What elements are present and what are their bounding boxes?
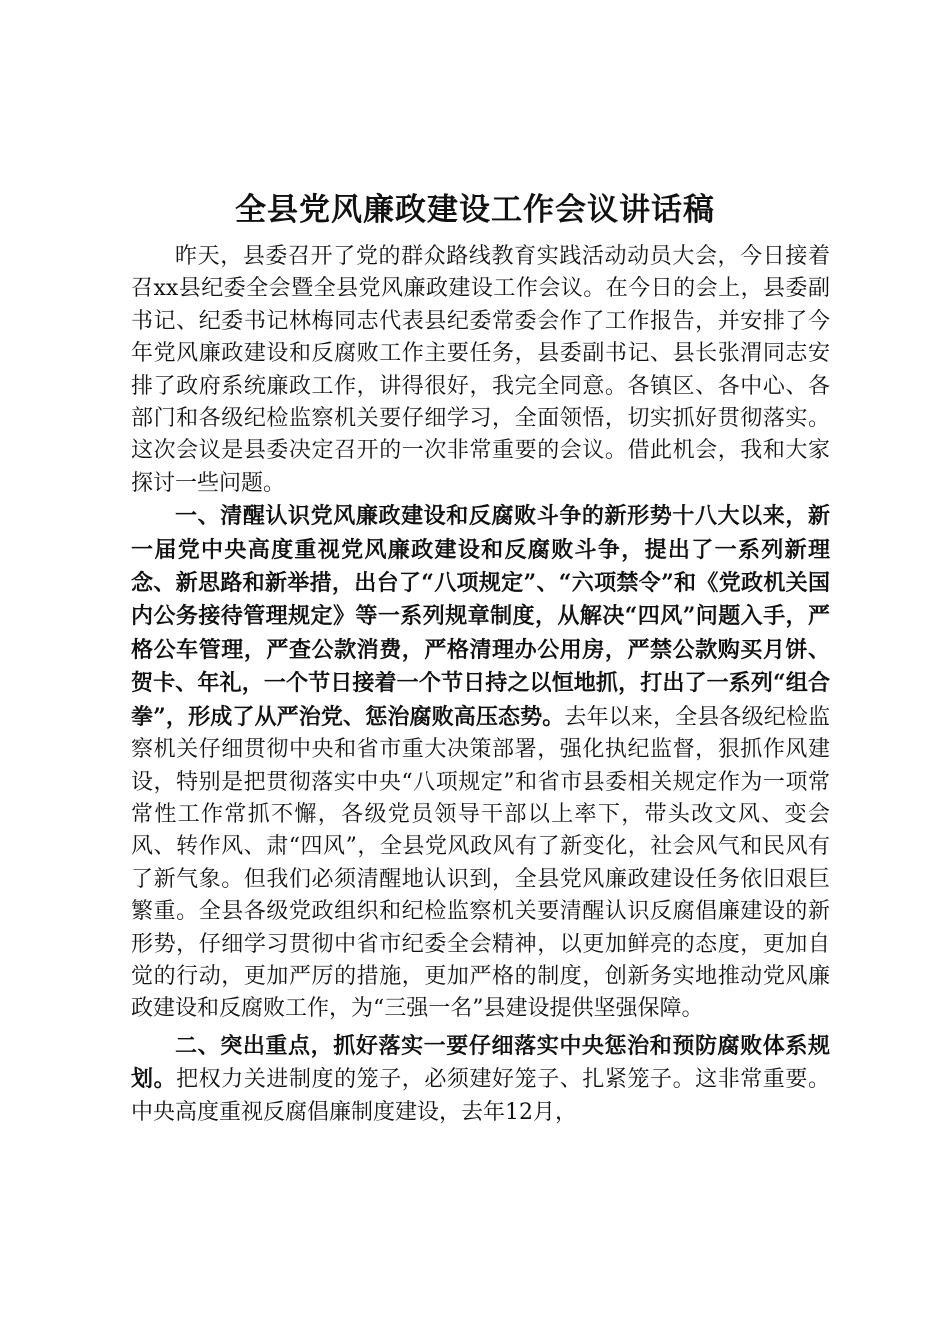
- paragraph-section-two: [131, 1030, 830, 1129]
- section-one-heading: 一、清醒认识党风廉政建设和反腐败斗争的新形势十八大以来，新一届党中央高度重视党风廉政建设和反腐败斗争，提出了一系列新理念、新思路和新举措，出台了“八项规定”、“六项禁令”和《党政机关国内公务接待管理规定》等一系列规章制度，从解决“四风”问题入手，严格公车管理，严查公款消费，严格清理办公用房，严禁公款购买月饼、贺卡、年礼，一个节日接着一个节日持之以恒地抓，打出了一系列“组合拳”，形成了从严治党、惩治腐败高压态势。: [131, 503, 830, 730]
- section-two-text: 把权力关进制度的笼子，必须建好笼子、扎紧笼子。这非常重要。中央高度重视反腐倡廉制度建设，去年12月，: [131, 1067, 830, 1125]
- section-two-heading: 二、突出重点，抓好落实一要仔细落实中央惩治和预防腐败体系规划。: [131, 1032, 830, 1093]
- document-body: [131, 240, 830, 1129]
- section-one-text: 去年以来，全县各级纪检监察机关仔细贯彻中央和省市重大决策部署，强化执纪监督，狠抓作风建设，特别是把贯彻落实中央“八项规定”和省市县委相关规定作为一项常常性工作常抓不懈，各级党员领导干部以上率下，带头改文风、变会风、转作风、肃“四风”，全县党风政风有了新变化，社会风气和民风有了新气象。但我们必须清醒地认识到，全县党风廉政建设任务依旧艰巨繁重。全县各级党政组织和纪检监察机关要清醒认识反腐倡廉建设的新形势，仔细学习贯彻中省市纪委全会精神，以更加鲜亮的态度，更加自觉的行动，更加严厉的措施，更加严格的制度，创新务实地推动党风廉政建设和反腐败工作，为“三强一名”县建设提供坚强保障。: [131, 704, 830, 1022]
- paragraph-section-one: [131, 500, 830, 1026]
- paragraph-intro: [131, 240, 830, 500]
- document-title: 全县党风廉政建设工作会议讲话稿: [235, 192, 715, 228]
- paragraph-intro-text: 昨天，县委召开了党的群众路线教育实践活动动员大会，今日接着召xx县纪委全会暨全县党风廉政建设工作会议。在今日的会上，县委副书记、纪委书记林梅同志代表县纪委常委会作了工作报告，并安排了今年党风廉政建设和反腐败工作主要任务，县委副书记、县长张渭同志安排了政府系统廉政工作，讲得很好，我完全同意。各镇区、各中心、各部门和各级纪检监察机关要仔细学习，全面领悟，切实抓好贯彻落实。这次会议是县委决定召开的一次非常重要的会议。借此机会，我和大家探讨一些问题。: [131, 244, 830, 496]
